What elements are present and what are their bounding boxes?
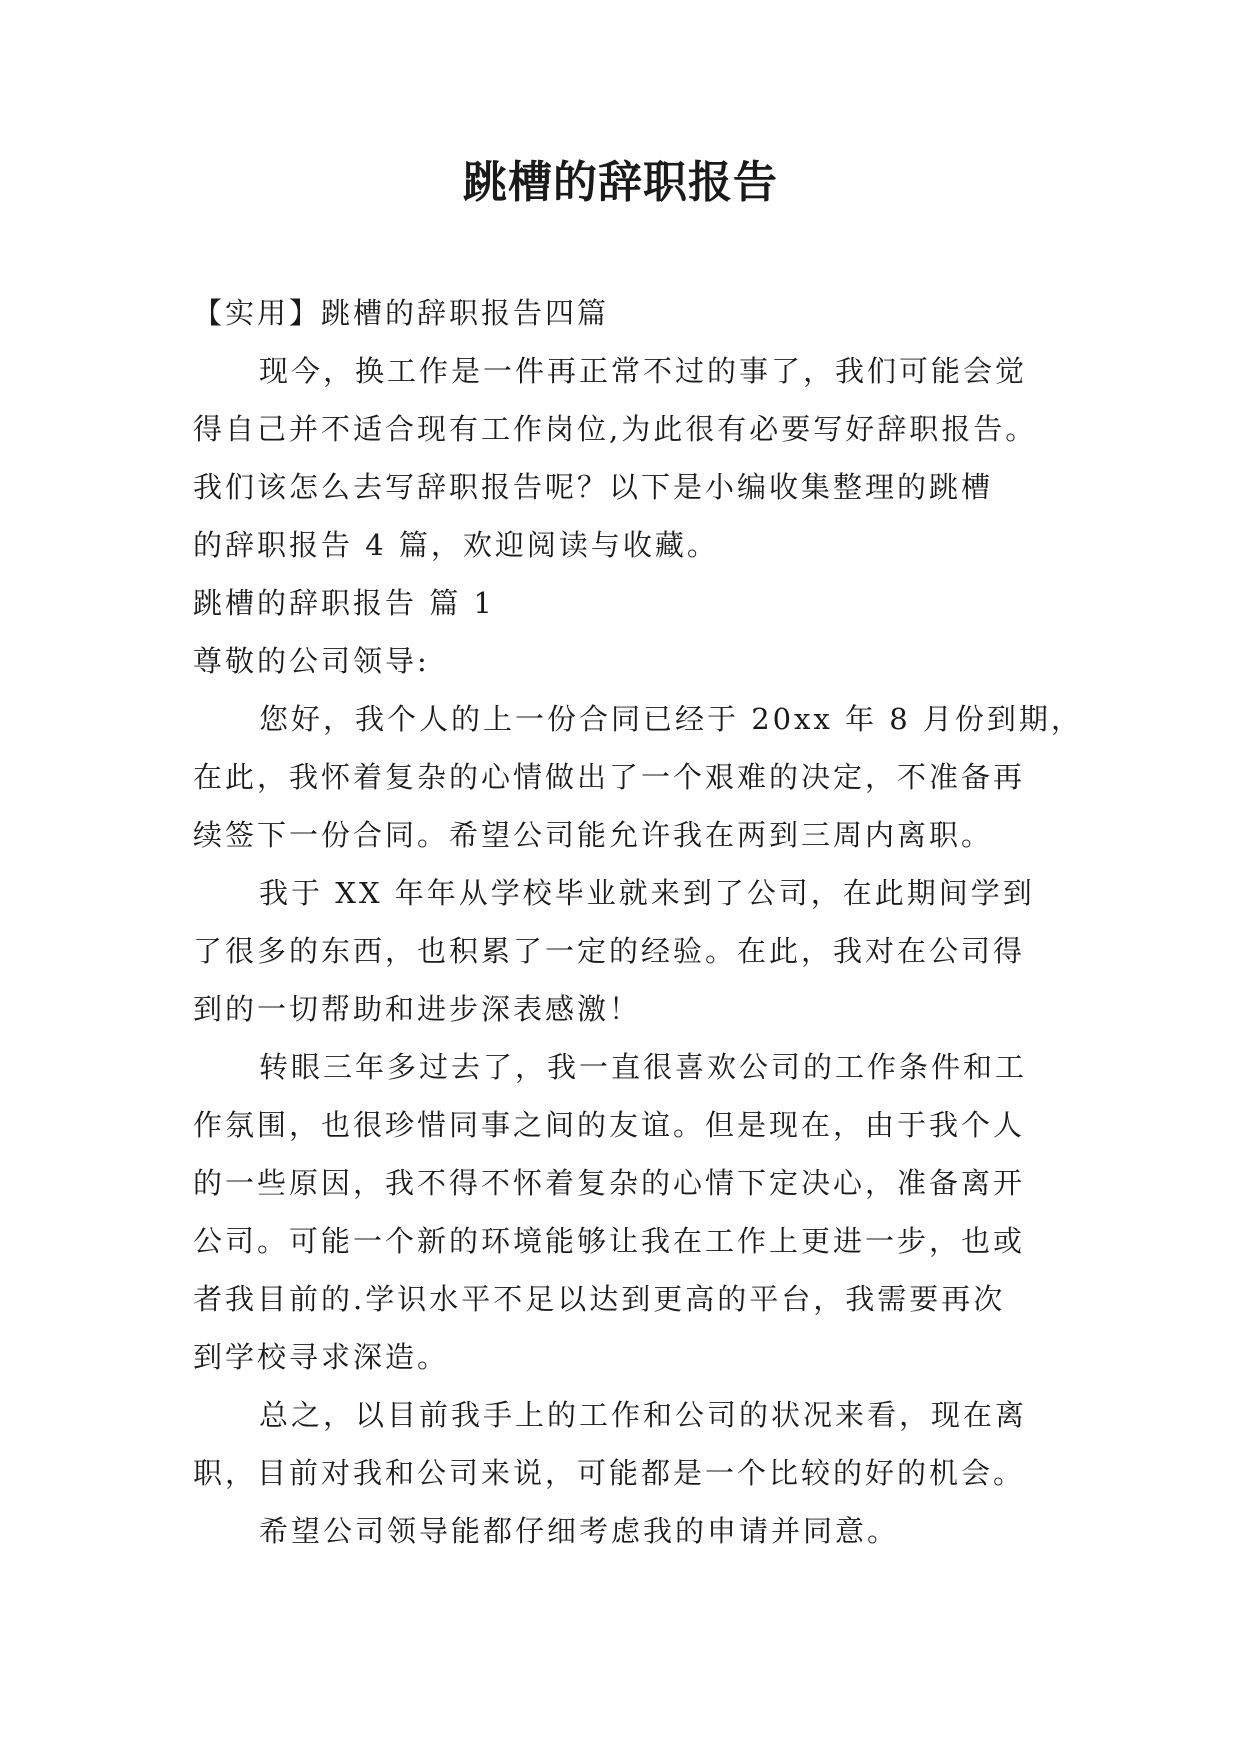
document-line: 现今，换工作是一件再正常不过的事了，我们可能会觉 <box>259 354 1028 388</box>
document-line: 您好，我个人的上一份合同已经于 20xx 年 8 月份到期， <box>259 702 1083 736</box>
document-line: 在此，我怀着复杂的心情做出了一个艰难的决定，不准备再 <box>193 760 1026 794</box>
document-line: 总之，以目前我手上的工作和公司的状况来看，现在离 <box>259 1398 1028 1432</box>
document-line: 续签下一份合同。希望公司能允许我在两到三周内离职。 <box>193 818 994 852</box>
document-line: 作氛围，也很珍惜同事之间的友谊。但是现在，由于我个人 <box>193 1108 1026 1142</box>
document-line: 到学校寻求深造。 <box>193 1340 450 1374</box>
document-line: 【实用】跳槽的辞职报告四篇 <box>193 296 610 330</box>
document-line: 的辞职报告 4 篇，欢迎阅读与收藏。 <box>193 528 719 562</box>
document-line: 得自己并不适合现有工作岗位,为此很有必要写好辞职报告。 <box>193 412 1038 446</box>
document-line: 尊敬的公司领导: <box>193 644 430 678</box>
document-line: 的一些原因，我不得不怀着复杂的心情下定决心，准备离开 <box>193 1166 1026 1200</box>
document-line: 到的一切帮助和进步深表感激！ <box>193 992 642 1026</box>
document-line: 希望公司领导能都仔细考虑我的申请并同意。 <box>259 1514 900 1548</box>
document-title: 跳槽的辞职报告 <box>463 157 778 208</box>
document-line: 了很多的东西，也积累了一定的经验。在此，我对在公司得 <box>193 934 1026 968</box>
document-body <box>193 284 1083 1560</box>
document-line: 者我目前的.学识水平不足以达到更高的平台，我需要再次 <box>193 1282 1006 1316</box>
document-line: 职，目前对我和公司来说，可能都是一个比较的好的机会。 <box>193 1456 1026 1490</box>
document-line: 转眼三年多过去了，我一直很喜欢公司的工作条件和工 <box>259 1050 1028 1084</box>
document-line: 我于 XX 年年从学校毕业就来到了公司，在此期间学到 <box>259 876 1035 910</box>
document-line: 跳槽的辞职报告 篇 1 <box>193 586 495 620</box>
document-line: 公司。可能一个新的环境能够让我在工作上更进一步，也或 <box>193 1224 1026 1258</box>
document-line: 我们该怎么去写辞职报告呢？以下是小编收集整理的跳槽 <box>193 470 994 504</box>
